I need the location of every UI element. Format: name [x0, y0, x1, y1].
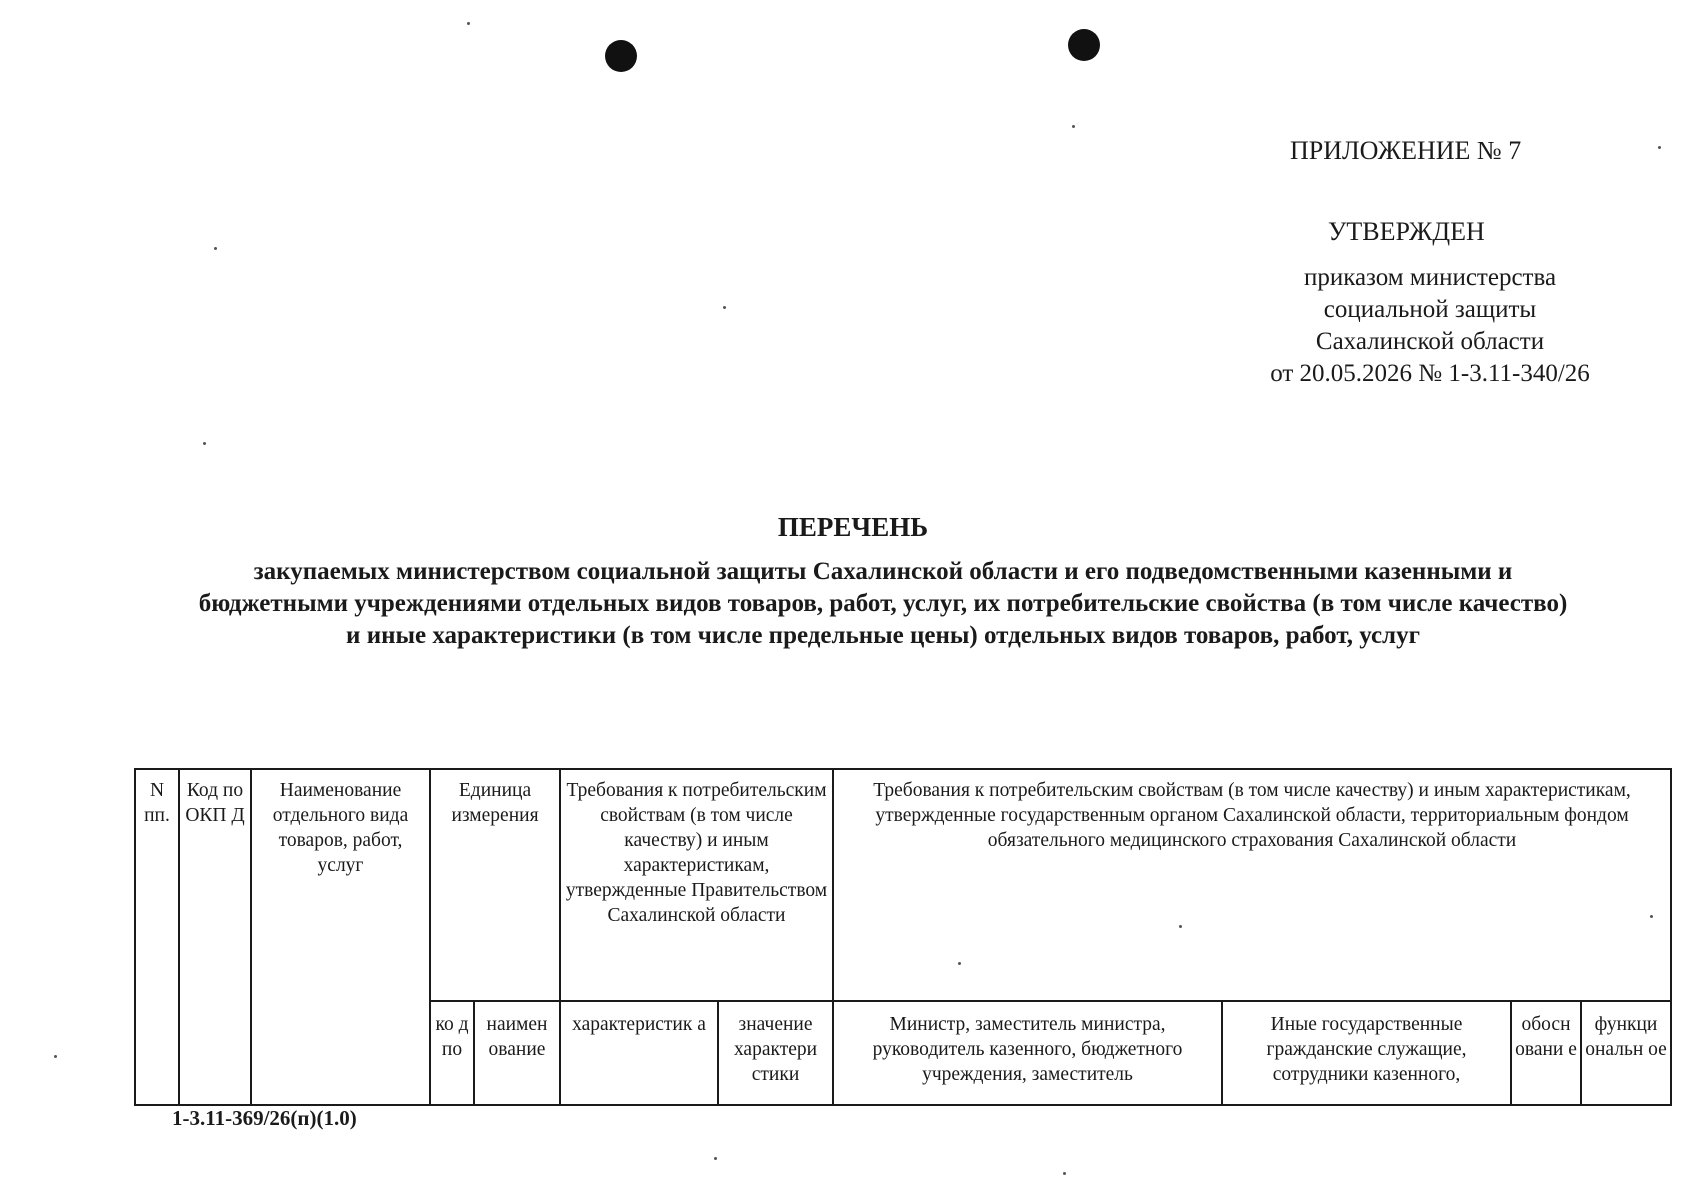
- punch-hole-right: [1068, 29, 1100, 61]
- scan-speck: [1072, 125, 1075, 128]
- scan-speck: [714, 1157, 717, 1160]
- scan-speck: [203, 442, 206, 445]
- approved-label: УТВЕРЖДЕН: [1328, 217, 1485, 246]
- subheader-characteristic-value: значение характери стики: [718, 1001, 833, 1105]
- header-cell-item-name: Наименование отдельного вида товаров, работ, услуг: [251, 769, 430, 1105]
- subheader-justification: обосн овани е: [1511, 1001, 1581, 1105]
- scan-speck: [467, 22, 470, 25]
- header-cell-agency-requirements: Требования к потребительским свойствам (в том числе качеству) и иным характеристикам, утвержденные государственным органом Сахалинской области, территориальным фондом обязательного медицинского страхования Сахалинской области: [833, 769, 1671, 1001]
- approval-order: [1200, 262, 1660, 390]
- subheader-unit-name: наимен ование: [474, 1001, 560, 1105]
- header-cell-number: N пп.: [135, 769, 179, 1105]
- document-subtitle: закупаемых министерством социальной защиты Сахалинской области и его подведомственными казенными и бюджетными учреждениями отдельных видов товаров, работ, услуг, их потребительские свойства (в том числе качество) и иные характеристики (в том числе предельные цены) отдельных видов товаров, работ, услуг: [198, 558, 1568, 649]
- scan-speck: [1658, 146, 1661, 149]
- header-cell-okpd-code: Код по ОКП Д: [179, 769, 251, 1105]
- subheader-minister: Министр, заместитель министра, руководитель казенного, бюджетного учреждения, заместитель: [833, 1001, 1222, 1105]
- appendix-number: ПРИЛОЖЕНИЕ № 7: [1290, 136, 1522, 165]
- scan-speck: [214, 247, 217, 250]
- requirements-table: [134, 768, 1672, 1106]
- table-header-row: [135, 769, 1671, 1001]
- subheader-other-staff: Иные государственные гражданские служащие, сотрудники казенного,: [1222, 1001, 1511, 1105]
- punch-hole-left: [605, 40, 637, 72]
- subheader-unit-code: ко д по: [430, 1001, 474, 1105]
- document-title: ПЕРЕЧЕНЬ: [777, 512, 929, 542]
- subheader-functional: функци ональн ое: [1581, 1001, 1671, 1105]
- order-line-date: от 20.05.2026 № 1-3.11-340/26: [1270, 360, 1590, 387]
- scan-speck: [54, 1055, 57, 1058]
- order-line: Сахалинской области: [1315, 328, 1545, 355]
- subheader-characteristic: характеристик а: [560, 1001, 718, 1105]
- header-cell-government-requirements: Требования к потребительским свойствам (в том числе качеству) и иным характеристикам, утвержденные Правительством Сахалинской области: [560, 769, 833, 1001]
- order-line: приказом министерства: [1303, 264, 1557, 291]
- document-code: 1-3.11-369/26(п)(1.0): [172, 1106, 357, 1130]
- header-cell-unit: Единица измерения: [430, 769, 560, 1001]
- scan-speck: [1063, 1172, 1066, 1175]
- order-line: социальной защиты: [1323, 296, 1537, 323]
- scan-speck: [723, 306, 726, 309]
